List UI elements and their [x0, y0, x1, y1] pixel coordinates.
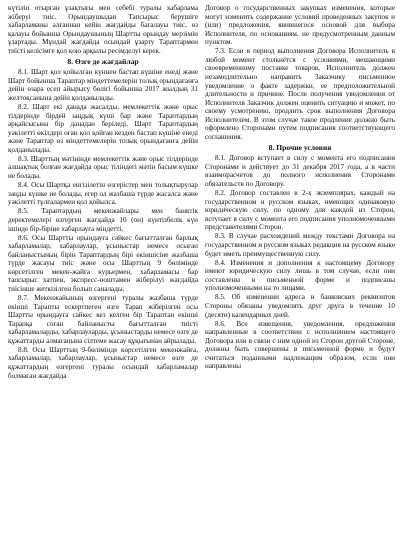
kz-clause-8-7: 8.7. Мекенжайының өзгергені туралы жазбаша түрде екінші Тарапты ескертпеген өзге Тарап жіберілген осы Шартты орындауға сәйкес кез келген бір Тараптан екінші Тарапқа соған байланысты бағытталған тиісті хабарламаларды, хабарлауларды, ұсыныстарды немесе өзге де құжаттарды алмағанына сілтеме жасау құқығынан айрылады. — [8, 294, 198, 345]
kz-clause-8-5: 8.5. Тараптардың мекенжайлары мен банктік деректемелері өзгерген жағдайда 10 (он) күнтізбелік күн ішінде бір-біріне хабарлауға міндетті. — [8, 207, 198, 233]
kz-clause-8-4: 8.4. Осы Шартқа енгізілетін өзгерістер мен толықтырулар заңды күшке ие болады, егер ол жазбаша түрде жасалса және уәкілетті тұлғалармен қол қойылса. — [8, 181, 198, 207]
kz-clause-8-1: 8.1. Шарт қол қойылған күннен бастап күшіне енеді және Шарт бойынша Тараптар міндеттемелерін толық орындағанға дейін өзара есеп айырысу бөлігі бойынша 2017 жылдың 31 желтоқсанына дейін қолданылады. — [8, 68, 198, 102]
kz-intro-paragraph: күтіліп отырған ұзақтығы мен себебі туралы хабарлама жіберуі тиіс. Орындаушыдан Тапсырыс берушіге хабарламаны алғаннан кейін жағдайды бағалауы тиіс, өз қалауы бойынша Орындаушының Шартты орындау мерзімін ұзартады. Мұндай жағдайда осындай ұзарту Тараптармен тиісті келісімге қол қою арқылы ресімделуі керек. — [8, 4, 198, 55]
kz-clause-8-8: 8.8. Осы Шарттың 9-бөлімінде көрсетілген мекенжайға, хабарламалар, хабарлаулар, ұсыныстар немесе өзге де құжаттардың өзгергені туралы осындай хабарламалар болмаған жағдайда — [8, 345, 198, 380]
ru-section-heading: 8. Прочие условия — [268, 143, 332, 153]
kz-clause-8-3: 8.3. Шарттың мәтінінде мемлекеттік және орыс тілдерінде алшақтық болған жағдайда орыс тіліндегі мәтін басым күшке ие болады. — [8, 154, 198, 181]
kazakh-column — [6, 4, 198, 546]
ru-clause-8-6: 8.6. Все извещения, уведомления, предложения направленные в соответствии с исполнением настоящего Договора или в связи с ним одной из Сторон другой Стороне, должны быть совершены в письменной форме и будут считаться поданными надлежащим образом, если они направлены — [205, 319, 395, 371]
ru-clause-8-4: 8.4. Изменения и дополнения к настоящему Договору имеют юридическую силу лишь в том случае, если они составлены в письменной форме и подписаны уполномоченными на то лицами. — [205, 258, 395, 293]
two-column-layout — [6, 4, 397, 546]
kz-clause-8-6: 8.6. Осы Шартты орындауға сәйкес бағытталған барлық хабарламалар, хабарлаулар, ұсыныстар немесе осыған байланыстының бірін Тараптардың бірі екіншісіне жазбаша түрде жасауы тиіс және осы Шарттың 9 бөлімінде көрсетілген мекен-жайға курьермен, хабарламасы бар тапсырыс хатпен, экспресс-поштамен жіберілуі жағдайда тиісінше жеткізілген болып саналады. — [8, 233, 198, 293]
ru-clause-7-3: 7.3. Если в период выполнения Договора Исполнитель в любой момент столкнётся с условиями, мешающими своевременному поставке товаров, Исполнитель должен незамедлительно направить Заказчику письменное уведомление о факте задержки, ее предположительной длительности и причине. После получения уведомления от Исполнителя Заказчик должен оценить ситуацию и может, по своему усмотрению, продлить срок выполнения Договора Исполнителем. В этом случае такое продление должно быть оформлено Сторонами путем подписания соответствующего соглашения. — [205, 47, 395, 141]
russian-column — [205, 4, 397, 546]
kz-section-heading: 8. Өзге де жағдайлар — [67, 57, 139, 67]
ru-clause-8-3: 8.3. В случае расхождений между текстами Договора на государственном и русском языках редакция на русском языке будет иметь преимущественную силу. — [205, 232, 395, 258]
ru-clause-8-2: 8.2. Договор составлен в 2-х экземплярах, каждый на государственном и русском языках, имеющих одинаковую юридическую силу, по одному для каждой из Сторон, вступает в силу с момента его подписания уполномоченными представителями Сторон. — [205, 189, 395, 232]
ru-clause-8-1: 8.1. Договор вступает в силу с момента его подписания Сторонами и действует до 31 декабря 2017 года, а в части взаиморасчетов до полного исполнения Сторонами обязательств по Договору. — [205, 154, 395, 188]
ru-intro-paragraph: Договор о государственных закупках изменения, которые могут изменить содержание условий проведенных закупок и (или) предложения, явившегося основой для выбора Исполнителя, по основаниям, не предусмотренным данным пунктом. — [205, 4, 395, 47]
kz-clause-8-2: 8.2. Шарт екі данада жасалды, мемлекеттік және орыс тілдерінде бірдей заңдық күші бар және Тараптардың әрқайсысына бір данадан беріледі, Шарт Тараптардың уәкілетті өкілдері оған қол қойған кезден бастап күшіне енеді және Тараптар өз міндеттемелерін толық орындағанға дейін қолданылады. — [8, 103, 198, 154]
ru-clause-8-5: 8.5. Об изменении адреса и банковских реквизитов Стороны обязаны уведомлять друг друга в течение 10 (десяти) календарных дней. — [205, 293, 395, 319]
